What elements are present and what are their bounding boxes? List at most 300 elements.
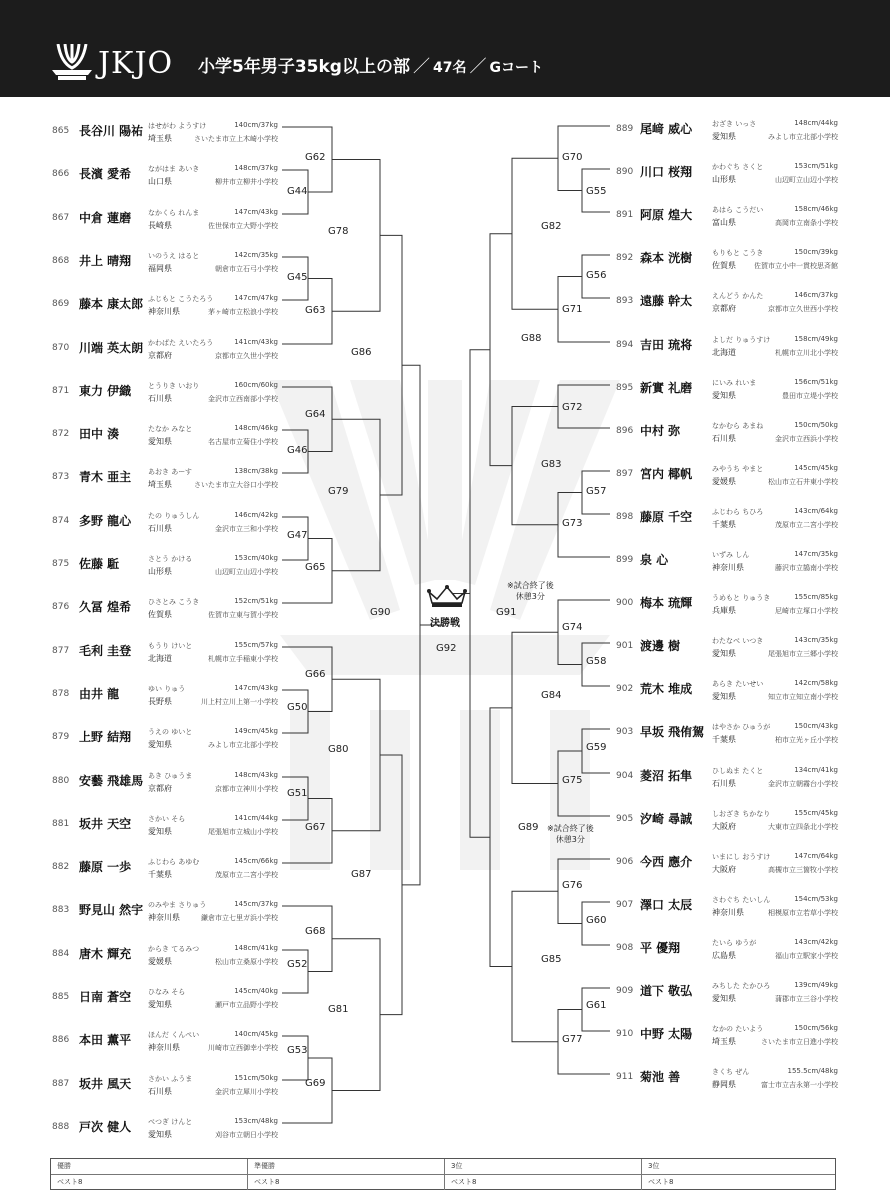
- entry-number: 902: [616, 684, 634, 695]
- game-label: G84: [541, 690, 562, 701]
- entry-kana: ふじもと こうたろう: [148, 295, 214, 304]
- game-label: G79: [328, 486, 349, 497]
- entry-height-weight: 150cm/39kg: [794, 248, 838, 257]
- entry-school: 山辺町立山辺小学校: [215, 568, 278, 576]
- game-label: G46: [287, 445, 308, 456]
- entry-kana: わたなべ いつき: [712, 637, 764, 646]
- entry-kana: べつぎ けんと: [148, 1117, 193, 1126]
- game-label: G81: [328, 1004, 349, 1015]
- entry-prefecture: 静岡県: [712, 1080, 736, 1090]
- entry-row: [52, 771, 278, 811]
- entry-name: 由井 龍: [79, 686, 120, 701]
- entry-school: さいたま市立上木崎小学校: [194, 135, 278, 143]
- entry-height-weight: 143cm/42kg: [794, 937, 838, 946]
- entry-prefecture: 石川県: [712, 433, 736, 443]
- entry-name: 今西 應介: [640, 854, 693, 869]
- entry-school: 知立市立知立南小学校: [768, 693, 838, 702]
- entry-name: 荒木 堆成: [640, 682, 693, 697]
- final-match-label: 決勝戦: [430, 618, 460, 629]
- entry-number: 868: [52, 255, 70, 266]
- bracket-line: [380, 755, 402, 1015]
- entry-school: 金沢市立犀川小学校: [215, 1087, 278, 1096]
- game-label: G73: [562, 518, 583, 529]
- entry-school: 高岡市立南条小学校: [775, 219, 838, 228]
- game-label: G92: [436, 643, 457, 654]
- entry-height-weight: 147cm/43kg: [234, 207, 278, 216]
- entry-prefecture: 佐賀県: [712, 261, 736, 271]
- entry-number: 878: [52, 688, 70, 699]
- entry-prefecture: 千葉県: [712, 519, 736, 529]
- entry-school: 松山市立石井東小学校: [768, 477, 838, 486]
- bracket-line: [470, 350, 490, 838]
- entry-number: 870: [52, 342, 70, 353]
- title-separator: ／: [412, 57, 430, 77]
- entry-prefecture: 神奈川県: [148, 307, 180, 317]
- entry-row: [616, 248, 838, 288]
- entry-number: 886: [52, 1035, 70, 1046]
- entry-kana: あおき あーす: [148, 468, 192, 477]
- entry-number: 871: [52, 385, 70, 396]
- entry-number: 904: [616, 770, 634, 781]
- entry-kana: なかの たいよう: [712, 1025, 764, 1034]
- entry-school: 藤沢市立鵠南小学校: [775, 564, 838, 572]
- bracket-line: [402, 365, 420, 885]
- entry-prefecture: 神奈川県: [712, 563, 744, 572]
- entry-kana: とうりき いおり: [148, 381, 200, 390]
- entry-kana: みちした たかひろ: [712, 982, 771, 990]
- entry-kana: ひさとみ こうき: [148, 598, 200, 607]
- entry-name: 坂井 風天: [79, 1076, 132, 1091]
- entry-number: 895: [616, 382, 634, 393]
- entry-school: さいたま市立大谷口小学校: [194, 481, 278, 490]
- entry-kana: かわばた えいたろう: [148, 338, 214, 347]
- entry-row: [616, 291, 838, 331]
- entry-row: [52, 554, 278, 594]
- entry-school: 福山市立駅家小学校: [775, 951, 838, 960]
- entry-name: 梅本 琉輝: [640, 596, 693, 611]
- entry-school: 金沢市立三和小学校: [215, 524, 278, 533]
- entry-prefecture: 埼玉県: [712, 1037, 736, 1047]
- entry-prefecture: 愛媛県: [712, 476, 736, 486]
- entry-prefecture: 石川県: [148, 1086, 172, 1096]
- entry-kana: なかむら あまね: [712, 421, 764, 430]
- entry-row: [616, 636, 838, 676]
- entry-kana: みやうち やまと: [712, 464, 764, 473]
- entry-height-weight: 142cm/35kg: [234, 250, 278, 259]
- entry-school: 茂原市立二宮小学校: [215, 871, 278, 880]
- entry-kana: さとう かける: [148, 555, 193, 563]
- entry-name: 中野 太陽: [640, 1027, 693, 1042]
- bracket-line: [490, 708, 512, 967]
- entry-number: 882: [52, 862, 70, 873]
- entry-name: 青木 亜主: [79, 470, 132, 485]
- entry-kana: あらき たいせい: [712, 680, 764, 689]
- entry-kana: うめもと りゅうき: [712, 594, 771, 603]
- entry-kana: ゆい りゅう: [148, 684, 186, 693]
- entry-school: 朝倉市立石弓小学校: [215, 264, 278, 273]
- entry-kana: あき ひゅうま: [148, 771, 193, 780]
- entry-height-weight: 148cm/46kg: [234, 424, 278, 433]
- entry-school: 尼崎市立塚口小学校: [775, 607, 838, 616]
- entry-height-weight: 154cm/53kg: [794, 894, 838, 903]
- game-label: G83: [541, 459, 562, 470]
- participant-count: 47名: [432, 60, 467, 76]
- entry-name: 遠藤 幹太: [640, 294, 693, 309]
- game-label: G85: [541, 954, 562, 965]
- game-label: G72: [562, 402, 583, 413]
- entry-school: 蒲郡市立三谷小学校: [775, 995, 838, 1003]
- entry-school: 松山市立桑原小学校: [215, 957, 278, 966]
- entry-number: 892: [616, 253, 634, 264]
- entry-row: [616, 464, 838, 504]
- entry-school: 刈谷市立朝日小学校: [215, 1130, 278, 1139]
- entry-prefecture: 山形県: [712, 175, 736, 185]
- entry-prefecture: 大阪府: [712, 821, 736, 831]
- entry-row: [616, 205, 838, 245]
- entry-row: [52, 987, 278, 1027]
- game-label: G87: [351, 869, 372, 880]
- entry-row: [52, 944, 278, 984]
- entry-school: 佐賀市立東与賀小学校: [208, 611, 278, 620]
- entry-name: 吉田 琉将: [640, 337, 693, 352]
- entry-row: [616, 852, 838, 892]
- rest-note-line: ※試合終了後: [507, 581, 554, 590]
- entry-school: 柳井市立柳井小学校: [215, 178, 278, 187]
- entry-prefecture: 広島県: [712, 950, 736, 960]
- entry-name: 久冨 煌希: [79, 600, 132, 615]
- entry-name: 菱沼 拓隼: [640, 768, 693, 783]
- entry-row: [616, 766, 838, 806]
- entry-kana: もうり けいと: [148, 641, 193, 650]
- entry-name: 新實 礼磨: [640, 380, 693, 395]
- entry-number: 876: [52, 602, 70, 613]
- entry-kana: もりもと こうき: [712, 249, 764, 258]
- entry-prefecture: 愛知県: [712, 994, 736, 1003]
- entry-kana: いのうえ はると: [148, 251, 200, 260]
- rest-note-line: 休憩3分: [555, 835, 585, 844]
- entry-school: 川上村立川上第一小学校: [201, 697, 278, 706]
- entry-prefecture: 愛知県: [148, 826, 172, 836]
- entry-name: 長谷川 陽祐: [79, 124, 144, 138]
- entry-height-weight: 147cm/47kg: [234, 294, 278, 303]
- entry-school: 高槻市立三箇牧小学校: [768, 865, 838, 874]
- entry-height-weight: 145cm/66kg: [234, 857, 278, 866]
- entry-school: 札幌市立川北小学校: [775, 348, 838, 357]
- results-best8: ベスト8: [445, 1175, 642, 1190]
- bracket-line: [490, 234, 512, 466]
- entry-row: [52, 684, 278, 724]
- game-label: G75: [562, 775, 583, 786]
- entry-row: [52, 467, 278, 507]
- entry-kana: よしだ りゅうすけ: [712, 335, 771, 344]
- entry-height-weight: 153cm/40kg: [234, 554, 278, 562]
- bracket-line: [282, 1058, 332, 1123]
- entry-number: 893: [616, 296, 634, 307]
- entry-number: 874: [52, 515, 70, 526]
- entry-height-weight: 145cm/45kg: [794, 463, 838, 472]
- entry-height-weight: 146cm/42kg: [234, 510, 278, 519]
- game-label: G88: [521, 333, 542, 344]
- entry-prefecture: 福岡県: [148, 263, 172, 273]
- entry-name: 道下 敬弘: [640, 984, 693, 998]
- court-label: Gコート: [489, 60, 543, 76]
- entry-name: 毛利 圭登: [79, 643, 132, 658]
- rest-note: [507, 580, 554, 602]
- entry-prefecture: 愛知県: [148, 1000, 172, 1009]
- entry-height-weight: 142cm/58kg: [794, 679, 838, 688]
- entry-school: 京都市立久世小学校: [215, 351, 278, 360]
- rest-note: [547, 823, 594, 845]
- entry-row: [52, 1074, 278, 1114]
- game-label: G52: [287, 959, 308, 970]
- game-label: G45: [287, 272, 308, 283]
- entry-height-weight: 160cm/60kg: [234, 380, 278, 389]
- entry-prefecture: 石川県: [148, 523, 172, 533]
- game-label: G78: [328, 226, 349, 237]
- entry-school: みよし市立北部小学校: [768, 133, 838, 141]
- entry-school: 大東市立四条北小学校: [768, 822, 838, 831]
- entry-name: 長濱 愛希: [79, 167, 132, 182]
- entry-school: 川崎市立西御幸小学校: [208, 1044, 278, 1053]
- game-label: G89: [518, 822, 539, 833]
- entry-row: [52, 338, 278, 378]
- entry-row: [616, 421, 838, 461]
- game-label: G91: [496, 607, 517, 618]
- entry-height-weight: 147cm/43kg: [234, 683, 278, 692]
- entry-prefecture: 愛媛県: [148, 956, 172, 966]
- entry-kana: からき てるみつ: [148, 944, 200, 953]
- bracket-line: [512, 891, 558, 1042]
- entry-school: 尾張旭市立城山小学校: [208, 827, 278, 836]
- game-label: G63: [305, 305, 326, 316]
- entry-prefecture: 愛知県: [712, 390, 736, 400]
- entry-kana: ほんだ くんぺい: [148, 1031, 200, 1040]
- game-label: G62: [305, 152, 326, 163]
- entry-kana: はやさか ひゅうが: [712, 723, 771, 732]
- entry-name: 泉 心: [640, 553, 669, 567]
- entry-number: 879: [52, 732, 70, 743]
- entry-kana: さわぐち たいしん: [712, 895, 771, 904]
- entry-kana: ふじわら ちひろ: [712, 507, 764, 516]
- entry-row: [616, 895, 838, 935]
- entry-row: [52, 857, 278, 897]
- entry-height-weight: 155.5cm/48kg: [787, 1067, 838, 1076]
- entry-name: 上野 結翔: [79, 730, 132, 745]
- entry-name: 田中 湊: [79, 427, 120, 442]
- entry-school: 佐世保市立大野小学校: [208, 221, 278, 230]
- entry-number: 888: [52, 1121, 70, 1132]
- entry-prefecture: 兵庫県: [712, 606, 736, 616]
- entry-prefecture: 京都府: [148, 350, 172, 360]
- entry-name: 宮内 椰帆: [640, 466, 693, 481]
- entry-number: 884: [52, 948, 70, 959]
- entry-number: 903: [616, 727, 634, 738]
- entry-name: 中村 弥: [640, 423, 681, 438]
- entry-prefecture: 愛知県: [712, 692, 736, 702]
- entry-number: 877: [52, 645, 70, 656]
- entry-row: [616, 550, 838, 590]
- logo-text: JKJO: [98, 46, 174, 81]
- bracket-line: [282, 950, 308, 993]
- game-label: G66: [305, 669, 326, 680]
- rest-note-line: ※試合終了後: [547, 824, 594, 833]
- entry-number: 907: [616, 899, 634, 910]
- entry-prefecture: 京都府: [148, 783, 172, 793]
- entry-school: みよし市立北部小学校: [208, 741, 278, 750]
- entry-name: 早坂 飛侑駕: [640, 725, 705, 740]
- entry-row: [616, 1024, 838, 1064]
- entry-number: 891: [616, 210, 634, 221]
- entry-name: 東力 伊織: [79, 383, 132, 398]
- entry-height-weight: 150cm/43kg: [794, 722, 838, 731]
- entry-kana: いずみ しん: [712, 551, 750, 559]
- entry-number: 909: [616, 986, 634, 996]
- entry-prefecture: 愛知県: [148, 1129, 172, 1139]
- entry-height-weight: 145cm/37kg: [234, 900, 278, 909]
- entry-height-weight: 155cm/57kg: [234, 640, 278, 649]
- game-label: G58: [586, 656, 607, 667]
- results-second: 準優勝: [248, 1159, 445, 1174]
- entry-height-weight: 143cm/64kg: [794, 506, 838, 515]
- results-best8: ベスト8: [648, 1178, 674, 1186]
- bracket-line: [512, 158, 558, 309]
- entry-name: 戸次 健人: [79, 1119, 132, 1134]
- entry-number: 905: [616, 813, 634, 824]
- game-label: G82: [541, 221, 562, 232]
- entry-school: 尾張旭市立三郷小学校: [768, 650, 838, 659]
- entry-row: [616, 981, 838, 1021]
- entry-name: 唐木 輝充: [79, 946, 132, 961]
- entry-number: 865: [52, 126, 70, 136]
- entry-row: [52, 1117, 278, 1157]
- entry-row: [52, 641, 278, 681]
- game-label: G68: [305, 926, 326, 937]
- entry-height-weight: 143cm/35kg: [794, 636, 838, 645]
- entry-name: 多野 龍心: [79, 513, 132, 528]
- entry-height-weight: 140cm/37kg: [234, 121, 278, 129]
- entry-kana: さかい ふうま: [148, 1074, 193, 1083]
- entry-row: [616, 809, 838, 849]
- entry-height-weight: 148cm/44kg: [794, 119, 838, 127]
- entry-number: 899: [616, 555, 634, 565]
- entry-school: 京都市立久世西小学校: [768, 305, 838, 314]
- entry-row: [616, 507, 838, 547]
- entry-number: 866: [52, 169, 70, 180]
- entry-school: 名古屋市立菊住小学校: [208, 438, 278, 447]
- entry-row: [52, 208, 278, 248]
- entry-school: 佐賀市立小中一貫校思斉館: [754, 262, 838, 271]
- entry-kana: ながはま あいき: [148, 165, 200, 174]
- entry-kana: ふじわら あゆむ: [148, 858, 200, 867]
- entry-height-weight: 152cm/51kg: [234, 597, 278, 606]
- game-label: G53: [287, 1045, 308, 1056]
- entry-number: 906: [616, 856, 634, 867]
- entry-height-weight: 155cm/45kg: [794, 808, 838, 817]
- results-best8: ベスト8: [248, 1175, 445, 1190]
- entry-number: 911: [616, 1072, 634, 1083]
- game-label: G64: [305, 409, 326, 420]
- entry-height-weight: 153cm/51kg: [794, 162, 838, 171]
- entry-name: 藤本 康太郎: [79, 297, 144, 312]
- entry-school: 金沢市立西南部小学校: [208, 394, 278, 403]
- entry-prefecture: 大阪府: [712, 864, 736, 874]
- entry-row: [616, 593, 838, 633]
- entry-prefecture: 埼玉県: [148, 134, 172, 143]
- entry-prefecture: 石川県: [148, 393, 172, 403]
- entry-name: 藤原 千空: [640, 509, 693, 524]
- entry-kana: ひしぬま たくと: [712, 766, 764, 775]
- entry-number: 900: [616, 598, 634, 609]
- entry-prefecture: 愛知県: [712, 649, 736, 659]
- entry-prefecture: 千葉県: [712, 735, 736, 745]
- entry-kana: かわぐち さくと: [712, 163, 764, 172]
- game-label: G47: [287, 530, 308, 541]
- entry-height-weight: 134cm/41kg: [794, 765, 838, 774]
- results-first: 優勝: [51, 1159, 248, 1174]
- entry-kana: うえの ゆいと: [148, 728, 193, 737]
- entry-height-weight: 148cm/37kg: [234, 164, 278, 173]
- entry-row: [52, 597, 278, 637]
- entry-row: [52, 294, 278, 334]
- game-label: G77: [562, 1034, 583, 1045]
- entry-kana: あはら こうだい: [712, 206, 764, 215]
- entry-kana: おざき いっさ: [712, 120, 757, 128]
- entry-number: 890: [616, 167, 634, 178]
- entry-kana: にいみ れいま: [712, 378, 757, 387]
- entry-number: 910: [616, 1029, 634, 1040]
- entry-name: 中倉 蓮磨: [79, 210, 132, 225]
- entry-prefecture: 埼玉県: [148, 480, 172, 490]
- entry-height-weight: 147cm/64kg: [794, 851, 838, 860]
- entry-row: [52, 814, 278, 854]
- entry-prefecture: 北海道: [712, 347, 736, 357]
- bracket-line: [380, 235, 402, 495]
- entry-row: [52, 900, 278, 940]
- entry-kana: いまにし おうすけ: [712, 852, 771, 861]
- game-label: G56: [586, 270, 607, 281]
- entry-height-weight: 148cm/41kg: [234, 943, 278, 952]
- entry-name: 澤口 太辰: [640, 897, 693, 912]
- entry-row: [616, 378, 838, 418]
- results-best8: ベスト8: [51, 1175, 248, 1190]
- entry-school: 茂原市立二宮小学校: [775, 520, 838, 529]
- entry-name: 菊池 善: [640, 1070, 681, 1085]
- entry-height-weight: 141cm/44kg: [234, 813, 278, 822]
- entry-kana: たの りゅうしん: [148, 511, 200, 520]
- bracket-line: [282, 1036, 308, 1080]
- entry-row: [616, 679, 838, 719]
- game-label: G70: [562, 152, 583, 163]
- entry-kana: なかくら れんま: [148, 208, 200, 217]
- entry-row: [52, 164, 278, 204]
- entry-number: 887: [52, 1078, 70, 1089]
- entry-prefecture: 石川県: [712, 778, 736, 788]
- entry-name: 汐崎 尋誠: [640, 811, 693, 826]
- entry-name: 井上 晴翔: [79, 253, 132, 268]
- entry-number: 908: [616, 942, 634, 953]
- entry-name: 坂井 天空: [79, 816, 132, 831]
- entry-number: 894: [616, 339, 634, 350]
- entry-school: 相模原市立若草小学校: [768, 908, 838, 917]
- entry-kana: さかい そら: [148, 814, 186, 823]
- game-label: G69: [305, 1078, 326, 1089]
- entry-height-weight: 149cm/45kg: [234, 727, 278, 736]
- entry-number: 869: [52, 299, 70, 310]
- game-label: G74: [562, 622, 583, 633]
- entry-name: 藤原 一歩: [79, 860, 132, 875]
- entry-name: 川口 桜翔: [640, 165, 693, 180]
- entry-name: 尾﨑 威心: [640, 122, 693, 136]
